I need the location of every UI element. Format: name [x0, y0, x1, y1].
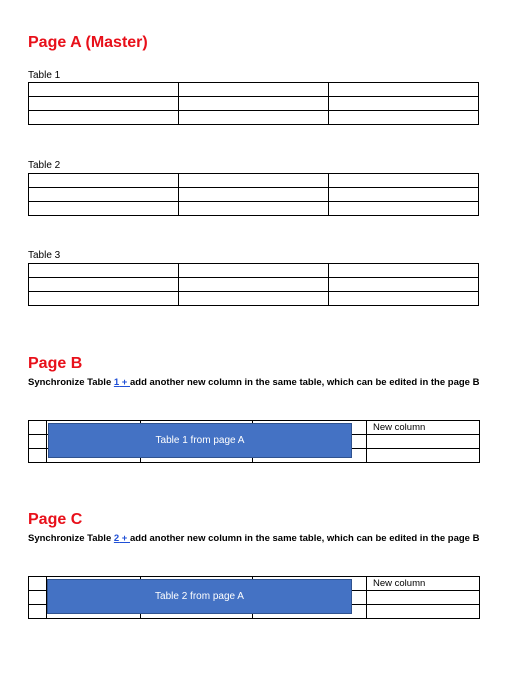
- page-a-title: Page A (Master): [28, 34, 148, 51]
- table-row: [29, 188, 479, 202]
- table-cell[interactable]: [329, 83, 479, 97]
- table-cell[interactable]: [367, 591, 480, 605]
- page-c-description: [28, 532, 488, 545]
- new-column-header[interactable]: New column: [367, 421, 480, 435]
- table-row: [29, 278, 479, 292]
- page-b-plus: +: [119, 377, 130, 388]
- table-cell[interactable]: [329, 97, 479, 111]
- table-cell[interactable]: [367, 449, 480, 463]
- table-cell[interactable]: [329, 188, 479, 202]
- table-cell[interactable]: [329, 292, 479, 306]
- table-row: [29, 174, 479, 188]
- table-row: [29, 83, 479, 97]
- table-cell[interactable]: [179, 188, 329, 202]
- table-1-label: Table 1: [28, 70, 61, 81]
- table-cell[interactable]: [29, 111, 179, 125]
- table-cell[interactable]: [179, 111, 329, 125]
- page-b-desc-post: add another new column in the same table, which can be edited in the page B: [130, 377, 480, 388]
- page-b-desc-pre: Synchronize Table: [28, 377, 114, 388]
- table-cell[interactable]: [329, 264, 479, 278]
- table-cell[interactable]: [29, 577, 47, 591]
- table-cell[interactable]: [29, 97, 179, 111]
- table-cell[interactable]: [29, 174, 179, 188]
- page-c-table-ref: 2: [113, 533, 120, 544]
- page-b-description: [28, 376, 488, 389]
- table-cell[interactable]: [29, 188, 179, 202]
- table-2: [28, 173, 479, 216]
- table-row: [29, 292, 479, 306]
- table-row: [29, 111, 479, 125]
- new-column-header[interactable]: New column: [367, 577, 480, 591]
- table-cell[interactable]: [179, 174, 329, 188]
- page-c-title: Page C: [28, 511, 83, 528]
- table-cell[interactable]: [179, 278, 329, 292]
- page-b-title: Page B: [28, 355, 83, 372]
- table-row: [29, 202, 479, 216]
- table-cell[interactable]: [29, 605, 47, 619]
- table-cell[interactable]: [179, 97, 329, 111]
- table-cell[interactable]: [179, 83, 329, 97]
- table-cell[interactable]: [29, 264, 179, 278]
- table-3-label: Table 3: [28, 250, 61, 261]
- synced-table-1-overlay[interactable]: Table 1 from page A: [48, 423, 352, 458]
- table-row: [29, 97, 479, 111]
- page-b-table-ref: 1: [113, 377, 120, 388]
- table-cell[interactable]: [29, 278, 179, 292]
- synced-table-2-overlay[interactable]: Table 2 from page A: [47, 579, 352, 614]
- table-cell[interactable]: [179, 202, 329, 216]
- table-3: [28, 263, 479, 306]
- table-cell[interactable]: [367, 435, 480, 449]
- table-cell[interactable]: [329, 202, 479, 216]
- table-cell[interactable]: [179, 264, 329, 278]
- table-cell[interactable]: [29, 449, 47, 463]
- page-c-desc-pre: Synchronize Table: [28, 533, 114, 544]
- table-cell[interactable]: [29, 292, 179, 306]
- table-cell[interactable]: [329, 278, 479, 292]
- table-1: [28, 82, 479, 125]
- table-2-label: Table 2: [28, 160, 61, 171]
- table-cell[interactable]: [367, 605, 480, 619]
- table-cell[interactable]: [29, 202, 179, 216]
- table-cell[interactable]: [29, 435, 47, 449]
- table-cell[interactable]: [329, 111, 479, 125]
- table-cell[interactable]: [29, 591, 47, 605]
- table-cell[interactable]: [179, 292, 329, 306]
- table-cell[interactable]: [29, 421, 47, 435]
- table-cell[interactable]: [29, 83, 179, 97]
- table-cell[interactable]: [329, 174, 479, 188]
- page-c-plus: +: [119, 533, 130, 544]
- table-row: [29, 264, 479, 278]
- page-c-desc-post: add another new column in the same table, which can be edited in the page B: [130, 533, 480, 544]
